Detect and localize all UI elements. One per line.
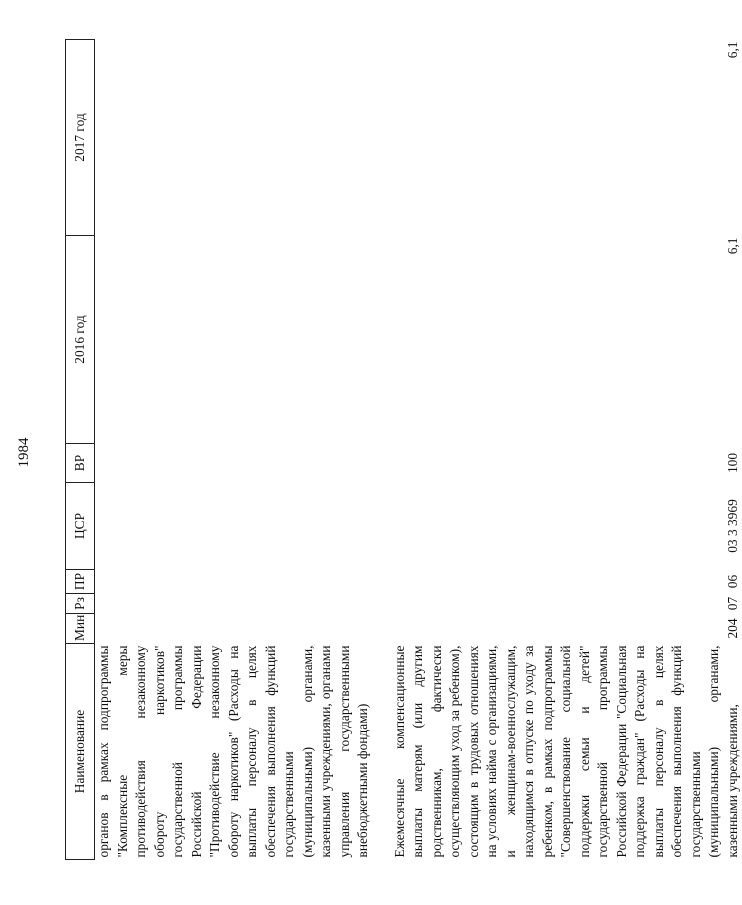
cell-2016: 6,1 <box>724 237 740 255</box>
row-name-cell <box>95 644 742 860</box>
table-row <box>95 40 742 860</box>
header-name: Наименование <box>66 644 95 860</box>
header-2017: 2017 год <box>66 40 95 236</box>
budget-table <box>65 39 742 860</box>
page-number: 1984 <box>16 437 32 468</box>
header-pr: ПР <box>66 570 95 594</box>
header-vr: ВР <box>66 444 95 483</box>
cell-min: 204 <box>724 618 740 639</box>
cell-pr: 06 <box>724 574 740 589</box>
row-name-part1: органов в рамках подпрограммы "Комплексные меры противодействия незаконному обороту наркотиков" государственной программы Российской Федерации "Противодействие незаконному обороту наркотиков" (Расходы на выплаты персоналу в целях обеспечения выполнения функций государственными (муниципальными) органами, казенными учреждениями, органами управления государственными внебюджетными фондами) <box>96 645 370 858</box>
table-header-row <box>66 40 95 860</box>
cell-csr: 03 3 3969 <box>724 499 740 553</box>
cell-rz: 07 <box>724 596 740 611</box>
row-name-part2: Ежемесячные компенсационные выплаты матерям (или другим родственникам, фактически осуществляющим уход за ребенком), состоящим в трудовых отношениях на условиях найма с организациями, и женщинам-военнослужащим, находящимся в отпуске по уходу за ребенком, в рамках подпрограммы "Совершенствование социальной поддержки семьи и детей" государственной программы Российской Федерации "Социальная поддержка граждан" (Расходы на выплаты персоналу в целях обеспечения выполнения функций государственными (муниципальными) органами, казенными учреждениями, <box>391 645 740 858</box>
header-csr: ЦСР <box>66 483 95 570</box>
header-2016: 2016 год <box>66 236 95 444</box>
cell-vr: 100 <box>724 452 740 474</box>
header-rz: Рз <box>66 594 95 614</box>
cell-2017: 6,1 <box>724 41 740 59</box>
header-min: Мин <box>66 614 95 644</box>
